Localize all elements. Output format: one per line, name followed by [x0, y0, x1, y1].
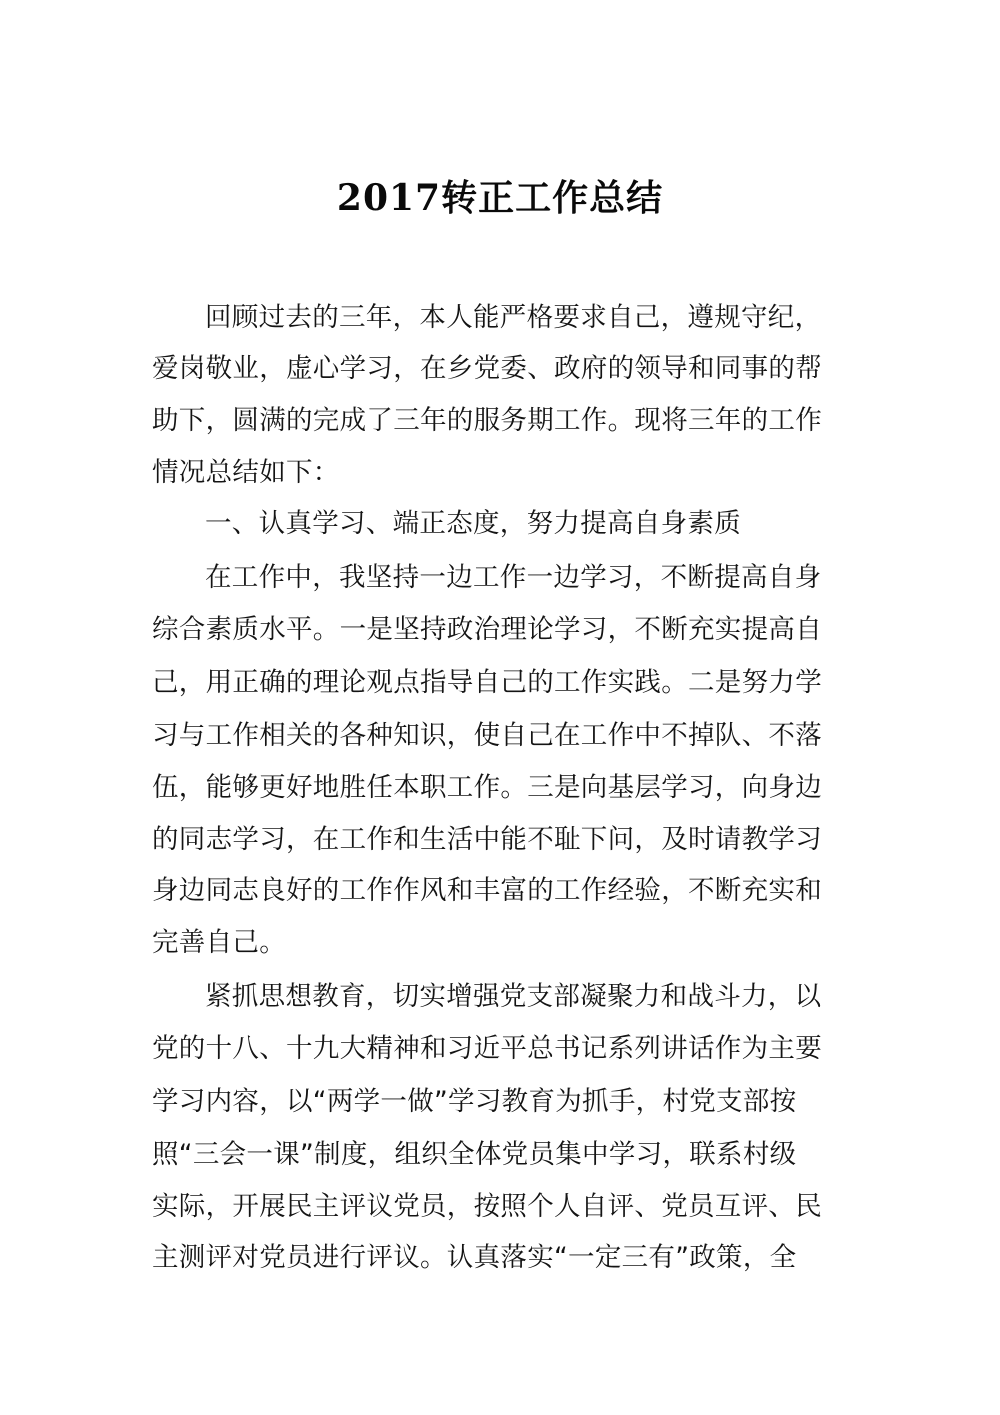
paragraph-3-line-1: 紧抓思想教育，切实增强党支部凝聚力和战斗力，以	[205, 981, 822, 1012]
paragraph-2-line-1: 在工作中，我坚持一边工作一边学习，不断提高自身	[205, 562, 822, 593]
paragraph-2-line-2: 综合素质水平。一是坚持政治理论学习，不断充实提高自	[152, 614, 822, 645]
paragraph-3-line-3: 学习内容，以“两学一做”学习教育为抓手，村党支部按	[152, 1086, 797, 1117]
paragraph-3-line-4: 照“三会一课”制度，组织全体党员集中学习，联系村级	[152, 1139, 797, 1170]
paragraph-1-line-4: 情况总结如下：	[152, 457, 340, 488]
paragraph-1-line-2: 爱岗敬业，虚心学习，在乡党委、政府的领导和同事的帮	[152, 353, 822, 384]
paragraph-3-line-2: 党的十八、十九大精神和习近平总书记系列讲话作为主要	[152, 1033, 822, 1064]
document-title: 2017转正工作总结	[336, 177, 664, 219]
paragraph-3-line-6: 主测评对党员进行评议。认真落实“一定三有”政策，全	[152, 1242, 797, 1273]
paragraph-1-line-3: 助下，圆满的完成了三年的服务期工作。现将三年的工作	[152, 405, 822, 436]
paragraph-1-line-1: 回顾过去的三年，本人能严格要求自己，遵规守纪，	[205, 302, 822, 333]
paragraph-2-line-8: 完善自己。	[152, 927, 286, 958]
paragraph-2-line-4: 习与工作相关的各种知识，使自己在工作中不掉队、不落	[152, 720, 822, 751]
paragraph-2-line-3: 己，用正确的理论观点指导自己的工作实践。二是努力学	[152, 667, 822, 698]
section-heading-1: 一、认真学习、端正态度，努力提高自身素质	[205, 508, 741, 539]
paragraph-2-line-5: 伍，能够更好地胜任本职工作。三是向基层学习，向身边	[152, 772, 822, 803]
paragraph-3-line-5: 实际，开展民主评议党员，按照个人自评、党员互评、民	[152, 1191, 822, 1222]
paragraph-2-line-7: 身边同志良好的工作作风和丰富的工作经验，不断充实和	[152, 875, 822, 906]
paragraph-2-line-6: 的同志学习，在工作和生活中能不耻下问，及时请教学习	[152, 824, 822, 855]
